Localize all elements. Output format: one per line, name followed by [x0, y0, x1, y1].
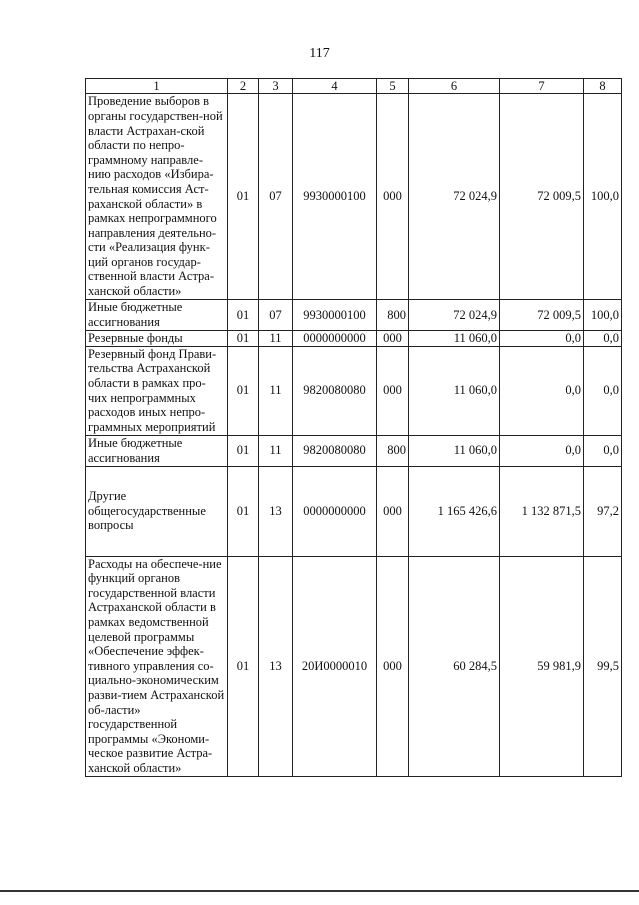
cell-target-article: 9930000100: [293, 300, 377, 331]
cell-section: 01: [228, 556, 259, 776]
cell-executed: 0,0: [500, 435, 584, 466]
cell-planned: 72 024,9: [409, 300, 500, 331]
cell-section: 01: [228, 466, 259, 556]
cell-target-article: 9820080080: [293, 435, 377, 466]
row-name: Расходы на обеспече-ние функций органов государственной власти Астраханской области в рамках ведомственной целевой программы «Обеспечение эффек-тивного управления со-циально-экономическим разви-тием Астраханской об-ласти» государственной программы «Экономи-ческое развитие Астра-ханской области»: [86, 556, 228, 776]
cell-percent: 0,0: [584, 435, 622, 466]
cell-target-article: 0000000000: [293, 466, 377, 556]
cell-subsection: 13: [259, 556, 293, 776]
row-name: Другие общегосударственные вопросы: [86, 466, 228, 556]
row-name: Иные бюджетные ассигнования: [86, 435, 228, 466]
cell-planned: 11 060,0: [409, 435, 500, 466]
cell-subsection: 11: [259, 331, 293, 347]
cell-executed: 0,0: [500, 346, 584, 435]
cell-subsection: 11: [259, 435, 293, 466]
cell-section: 01: [228, 346, 259, 435]
cell-expense-type: 000: [377, 466, 409, 556]
cell-executed: 72 009,5: [500, 300, 584, 331]
table-row: [86, 331, 622, 347]
cell-target-article: 20И0000010: [293, 556, 377, 776]
cell-percent: 100,0: [584, 300, 622, 331]
cell-subsection: 07: [259, 94, 293, 300]
row-name: Проведение выборов в органы государствен-ной власти Астрахан-ской области по непро-граммному направле-нию расходов «Избира-тельная комиссия Аст-раханской области» в рамках непрограммного направления деятельно-сти «Реализация функ-ций органов государ-ственной власти Астра-ханской области»: [86, 94, 228, 300]
cell-subsection: 07: [259, 300, 293, 331]
cell-percent: 0,0: [584, 346, 622, 435]
cell-section: 01: [228, 94, 259, 300]
cell-expense-type: 800: [377, 300, 409, 331]
cell-percent: 99,5: [584, 556, 622, 776]
column-header: 7: [500, 79, 584, 94]
row-name: Резервный фонд Прави-тельства Астраханской области в рамках про-чих непрограммных расходов иных непро-граммных мероприятий: [86, 346, 228, 435]
page-bottom-border: [0, 890, 639, 892]
cell-expense-type: 000: [377, 94, 409, 300]
cell-planned: 72 024,9: [409, 94, 500, 300]
table-row: [86, 435, 622, 466]
cell-subsection: 13: [259, 466, 293, 556]
budget-table: [85, 78, 622, 777]
column-header: 8: [584, 79, 622, 94]
table-row: [86, 94, 622, 300]
page-number: 117: [309, 46, 330, 61]
table-row: [86, 466, 622, 556]
cell-expense-type: 000: [377, 331, 409, 347]
cell-executed: 1 132 871,5: [500, 466, 584, 556]
cell-executed: 59 981,9: [500, 556, 584, 776]
cell-expense-type: 000: [377, 556, 409, 776]
column-header: 6: [409, 79, 500, 94]
row-name: Резервные фонды: [86, 331, 228, 347]
column-header: 5: [377, 79, 409, 94]
row-name: Иные бюджетные ассигнования: [86, 300, 228, 331]
cell-subsection: 11: [259, 346, 293, 435]
column-header: 2: [228, 79, 259, 94]
table-row: [86, 556, 622, 776]
cell-percent: 0,0: [584, 331, 622, 347]
cell-target-article: 0000000000: [293, 331, 377, 347]
cell-target-article: 9820080080: [293, 346, 377, 435]
column-header: 3: [259, 79, 293, 94]
cell-percent: 100,0: [584, 94, 622, 300]
cell-executed: 0,0: [500, 331, 584, 347]
cell-section: 01: [228, 435, 259, 466]
cell-expense-type: 000: [377, 346, 409, 435]
cell-target-article: 9930000100: [293, 94, 377, 300]
cell-planned: 11 060,0: [409, 331, 500, 347]
cell-expense-type: 800: [377, 435, 409, 466]
column-header: 4: [293, 79, 377, 94]
cell-planned: 60 284,5: [409, 556, 500, 776]
cell-planned: 11 060,0: [409, 346, 500, 435]
column-header: 1: [86, 79, 228, 94]
cell-section: 01: [228, 331, 259, 347]
cell-planned: 1 165 426,6: [409, 466, 500, 556]
table-header-row: [86, 79, 622, 94]
table-row: [86, 346, 622, 435]
cell-percent: 97,2: [584, 466, 622, 556]
cell-section: 01: [228, 300, 259, 331]
cell-executed: 72 009,5: [500, 94, 584, 300]
table-row: [86, 300, 622, 331]
